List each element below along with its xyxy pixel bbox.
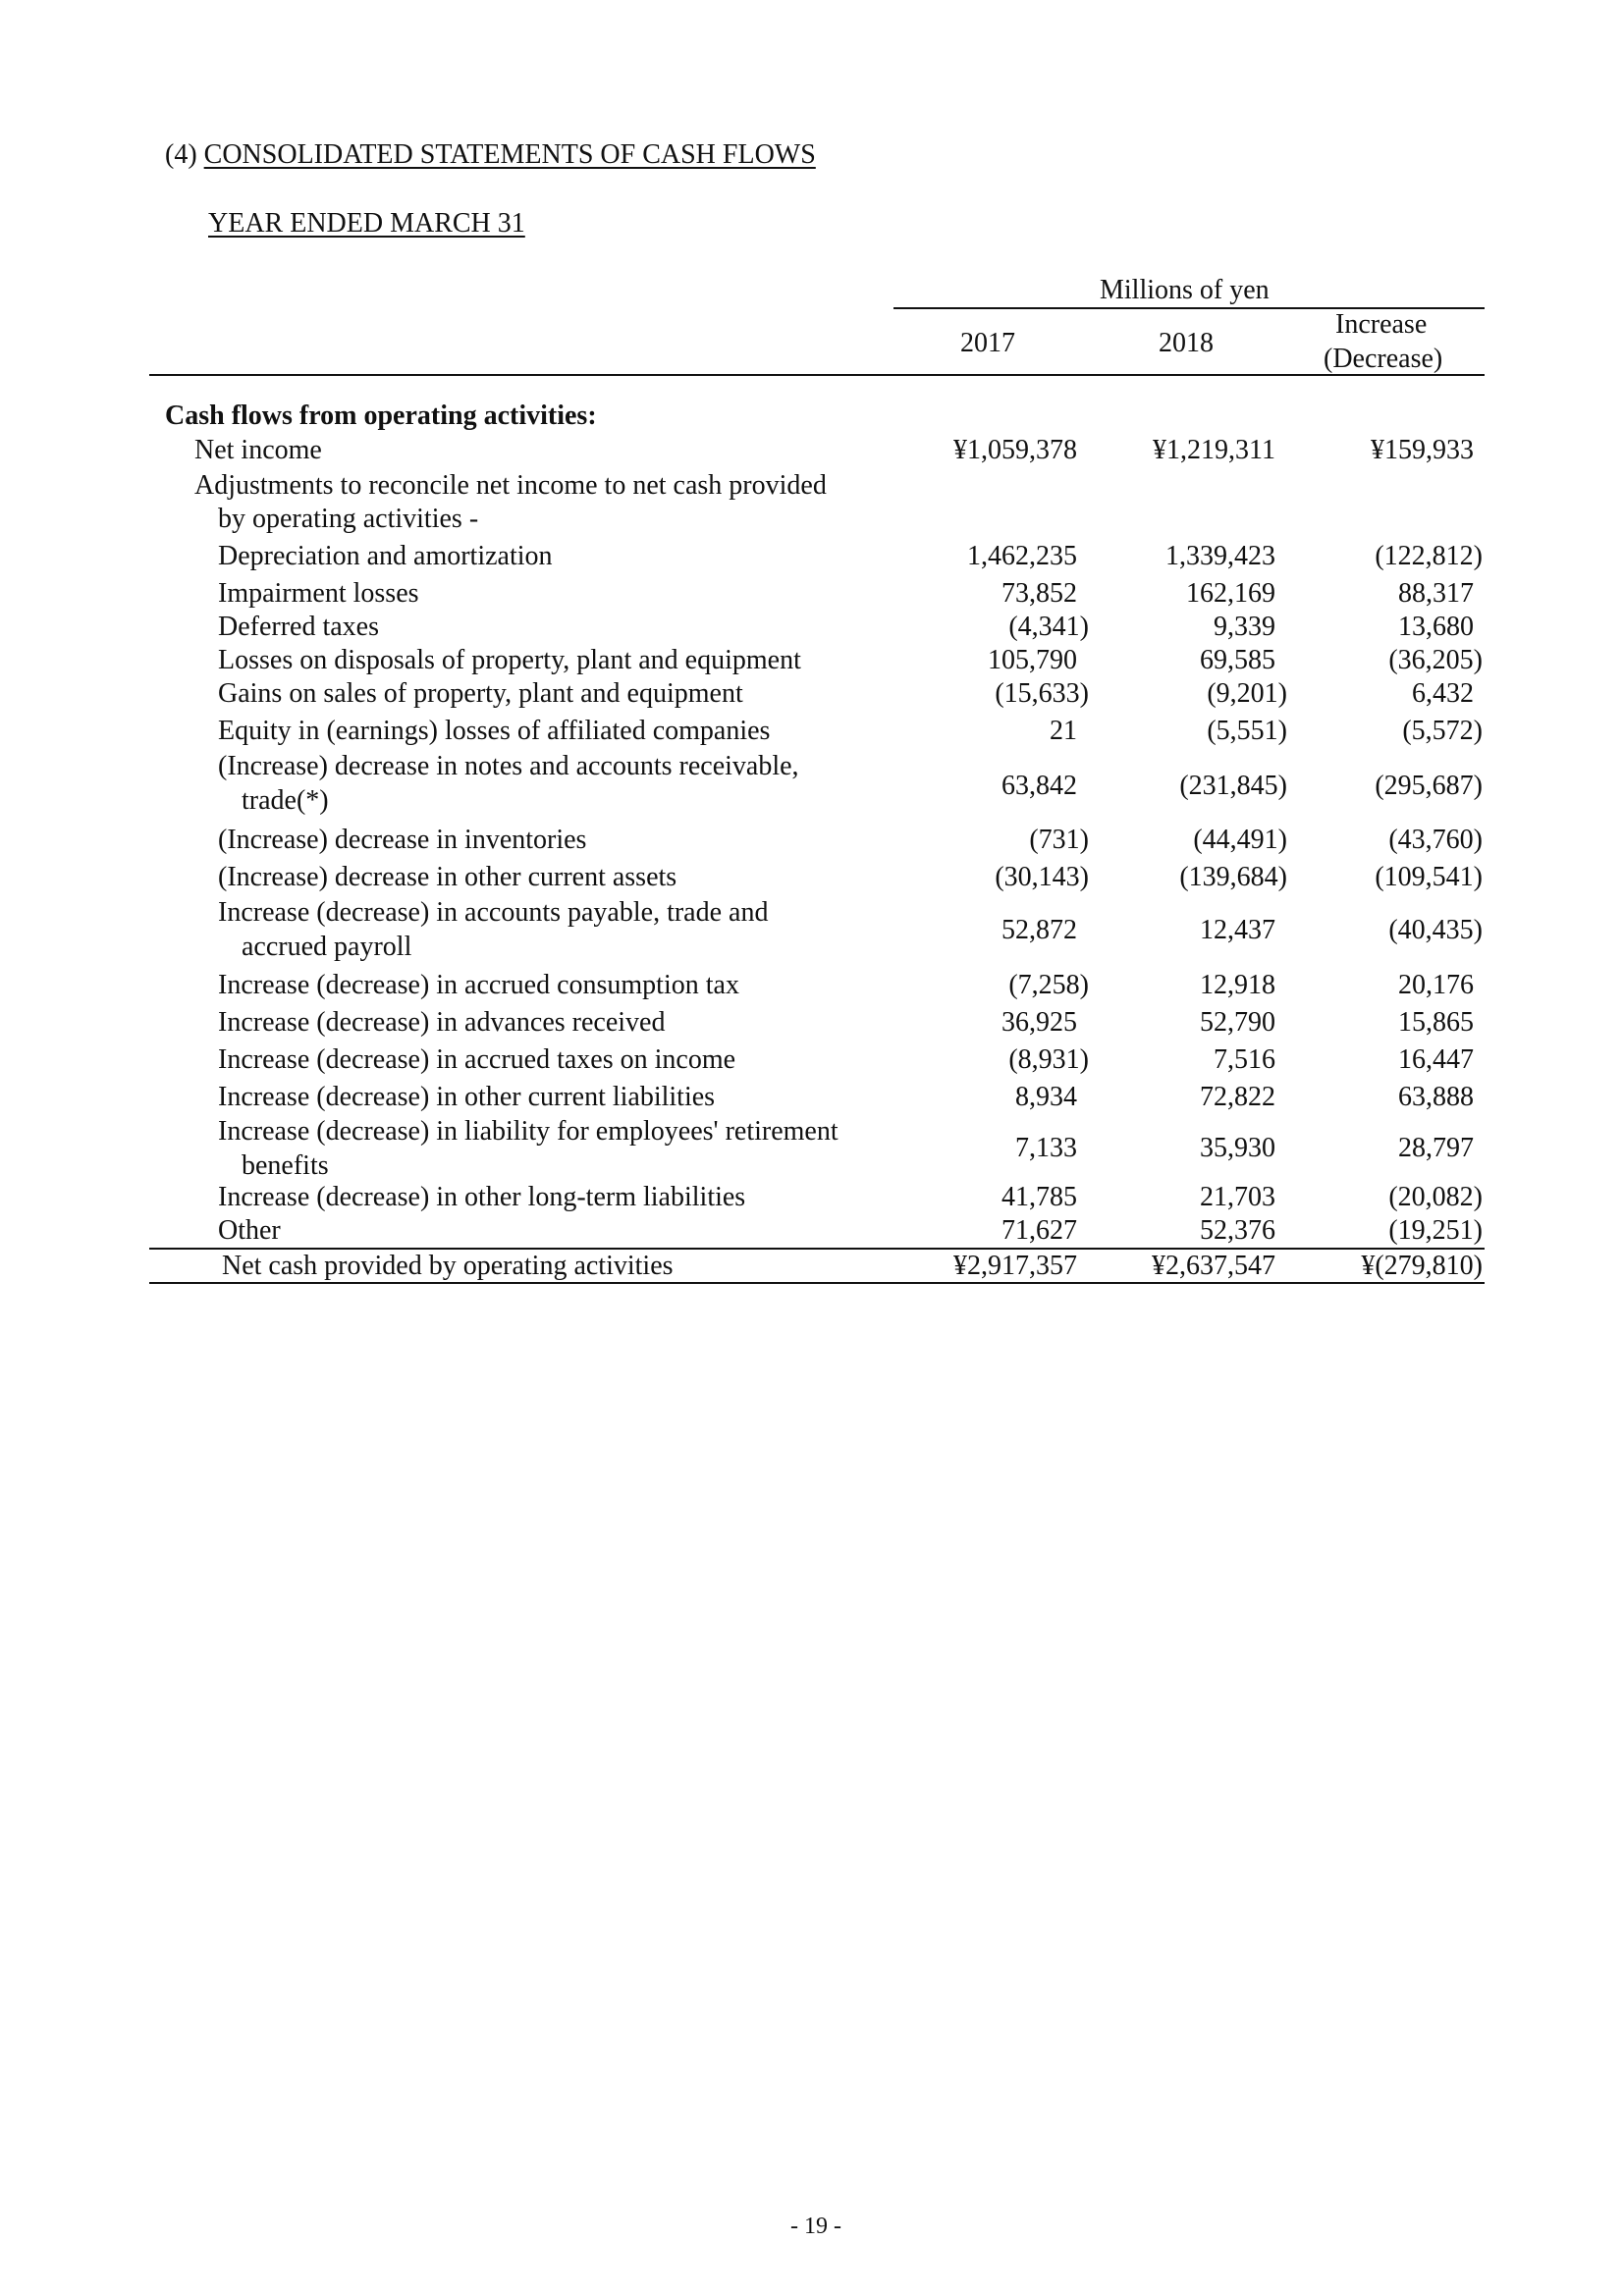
row-label: Gains on sales of property, plant and equipment	[218, 678, 743, 709]
total-diff: ¥(279,810)	[1361, 1251, 1483, 1281]
cell-diff: 63,888	[1398, 1082, 1474, 1112]
total-2017: ¥2,917,357	[953, 1251, 1077, 1281]
cell-diff: 13,680	[1398, 612, 1474, 642]
cell-2017: (7,258)	[1008, 970, 1089, 1000]
section-number: (4)	[165, 139, 197, 170]
cell-2017: 36,925	[1001, 1007, 1077, 1038]
row-label: Increase (decrease) in accrued consumption tax	[218, 970, 739, 1000]
cell-2018: (5,551)	[1207, 716, 1287, 746]
cell-2018: 9,339	[1214, 612, 1275, 642]
section-title-text: CONSOLIDATED STATEMENTS OF CASH FLOWS	[203, 139, 816, 170]
header-bottom-rule	[149, 374, 1485, 376]
row-label-cont: accrued payroll	[242, 932, 412, 962]
cell-2018: (231,845)	[1179, 771, 1287, 801]
cell-2018: 162,169	[1186, 578, 1275, 609]
cell-2017: (15,633)	[995, 678, 1089, 709]
row-label: (Increase) decrease in other current assets	[218, 862, 677, 892]
cell-diff: (20,082)	[1388, 1182, 1483, 1212]
section-title	[165, 141, 816, 169]
row-label: Increase (decrease) in accounts payable, trade and	[218, 897, 769, 928]
cell-2017: 21	[1050, 716, 1077, 746]
cell-2017: (30,143)	[995, 862, 1089, 892]
cell-2017: (8,931)	[1008, 1044, 1089, 1075]
period-title: YEAR ENDED MARCH 31	[208, 208, 525, 239]
cell-diff: 15,865	[1398, 1007, 1474, 1038]
row-label: Increase (decrease) in advances received	[218, 1007, 666, 1038]
row-label: Deferred taxes	[218, 612, 380, 642]
cell-2017: ¥1,059,378	[953, 435, 1077, 465]
cell-diff: (19,251)	[1388, 1215, 1483, 1246]
total-bottom-rule	[149, 1282, 1485, 1284]
cell-2018: 35,930	[1200, 1133, 1275, 1163]
col-header-decrease: (Decrease)	[1324, 344, 1443, 374]
cell-diff: (122,812)	[1375, 541, 1483, 571]
cell-2018: 12,437	[1200, 915, 1275, 945]
cell-2018: (44,491)	[1193, 825, 1287, 855]
cell-2017: 7,133	[1015, 1133, 1077, 1163]
cell-2017: 73,852	[1001, 578, 1077, 609]
row-label: Adjustments to reconcile net income to net cash provided	[194, 470, 827, 501]
section-heading: Cash flows from operating activities:	[165, 400, 597, 431]
total-top-rule	[149, 1248, 1485, 1250]
row-label-cont: benefits	[242, 1150, 329, 1181]
cell-diff: (109,541)	[1375, 862, 1483, 892]
row-label: Impairment losses	[218, 578, 419, 609]
cell-2018: (9,201)	[1207, 678, 1287, 709]
cell-2018: ¥1,219,311	[1153, 435, 1275, 465]
cell-2018: 7,516	[1214, 1044, 1275, 1075]
total-2018: ¥2,637,547	[1152, 1251, 1275, 1281]
cell-2017: 8,934	[1015, 1082, 1077, 1112]
cell-2018: 1,339,423	[1165, 541, 1275, 571]
cell-2018: 21,703	[1200, 1182, 1275, 1212]
row-label: Other	[218, 1215, 281, 1246]
cell-2018: 52,376	[1200, 1215, 1275, 1246]
cell-2018: (139,684)	[1179, 862, 1287, 892]
cell-2017: 41,785	[1001, 1182, 1077, 1212]
cell-2017: (731)	[1029, 825, 1089, 855]
row-label: (Increase) decrease in notes and accounts receivable,	[218, 751, 799, 781]
cell-diff: 6,432	[1412, 678, 1474, 709]
cell-diff: (5,572)	[1402, 716, 1483, 746]
cell-diff: (43,760)	[1388, 825, 1483, 855]
cell-diff: (295,687)	[1375, 771, 1483, 801]
cell-2017: 63,842	[1001, 771, 1077, 801]
row-label: Depreciation and amortization	[218, 541, 553, 571]
col-header-2018: 2018	[1159, 328, 1214, 358]
total-label: Net cash provided by operating activities	[222, 1251, 674, 1281]
cell-2017: 105,790	[988, 645, 1077, 675]
unit-header: Millions of yen	[1100, 275, 1270, 305]
col-header-increase: Increase	[1335, 309, 1428, 340]
cell-diff: ¥159,933	[1371, 435, 1474, 465]
cell-2017: 52,872	[1001, 915, 1077, 945]
page-number: - 19 -	[790, 2214, 841, 2239]
row-label: Increase (decrease) in accrued taxes on income	[218, 1044, 736, 1075]
row-label: Increase (decrease) in liability for employees' retirement	[218, 1116, 839, 1147]
row-label: Increase (decrease) in other long-term liabilities	[218, 1182, 746, 1212]
row-label: (Increase) decrease in inventories	[218, 825, 587, 855]
cell-diff: (36,205)	[1388, 645, 1483, 675]
col-header-2017: 2017	[960, 328, 1015, 358]
row-label: Equity in (earnings) losses of affiliated companies	[218, 716, 771, 746]
cell-2018: 69,585	[1200, 645, 1275, 675]
cell-2018: 12,918	[1200, 970, 1275, 1000]
cell-2017: 71,627	[1001, 1215, 1077, 1246]
row-label-cont: by operating activities -	[218, 504, 479, 534]
row-label: Increase (decrease) in other current liabilities	[218, 1082, 716, 1112]
row-label: Losses on disposals of property, plant and equipment	[218, 645, 801, 675]
cell-diff: 20,176	[1398, 970, 1474, 1000]
row-label: Net income	[194, 435, 322, 465]
cell-2017: (4,341)	[1008, 612, 1089, 642]
cell-diff: 28,797	[1398, 1133, 1474, 1163]
cell-diff: (40,435)	[1388, 915, 1483, 945]
row-label-cont: trade(*)	[242, 785, 329, 816]
cell-2017: 1,462,235	[967, 541, 1077, 571]
cell-2018: 72,822	[1200, 1082, 1275, 1112]
cell-2018: 52,790	[1200, 1007, 1275, 1038]
cell-diff: 16,447	[1398, 1044, 1474, 1075]
cell-diff: 88,317	[1398, 578, 1474, 609]
